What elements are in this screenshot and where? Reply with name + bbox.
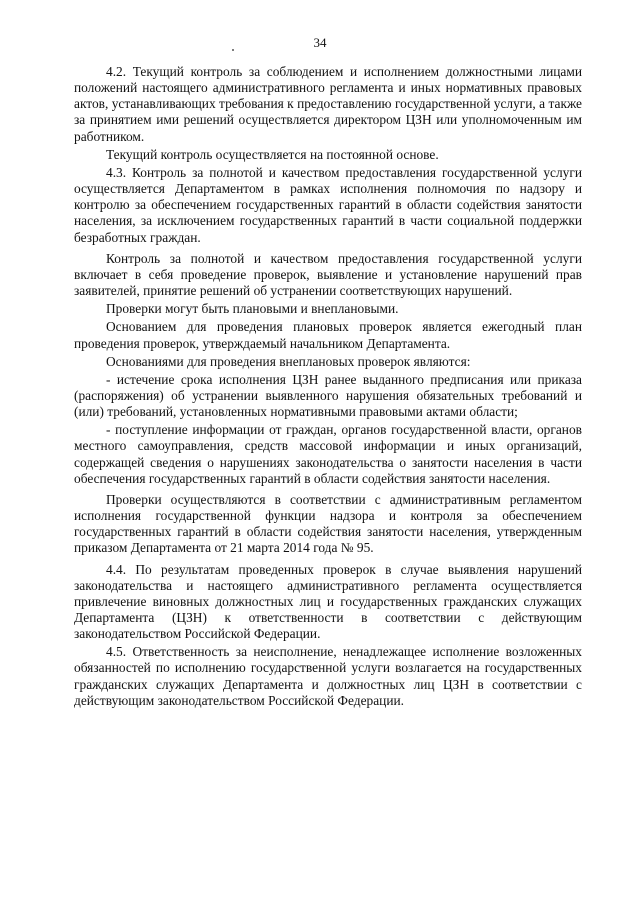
paragraph-inspection-regulation: Проверки осуществляются в соответствии с административным регламентом исполнения государственной функции надзора и контроля за обеспечением государственных гарантий в области содействия занятости населения, утвержденным приказом Департамента от 21 марта 2014 года № 95.: [74, 491, 582, 556]
list-item-deadline-expiry: - истечение срока исполнения ЦЗН ранее выданного предписания или приказа (распоряжения) об устранении выявленного нарушения обязательных требований и (или) требований, установленных нормативными правовыми актами области;: [74, 371, 582, 420]
paragraph-4-2: 4.2. Текущий контроль за соблюдением и исполнением должностными лицами положений настоящего административного регламента и иных нормативных правовых актов, устанавливающих требования к предоставлению государственной услуги, а также за принятием ими решений осуществляется директором ЦЗН или уполномоченным им работником.: [74, 64, 582, 144]
paragraph-4-5: 4.5. Ответственность за неисполнение, ненадлежащее исполнение возложенных обязанностей по исполнению государственной услуги возлагается на государственных гражданских служащих Департамента и должностных лиц ЦЗН в соответствии с действующим законодательством Российской Федерации.: [74, 644, 582, 708]
document-body: [74, 64, 582, 711]
paragraph-unplanned-basis: Основаниями для проведения внеплановых проверок являются:: [106, 353, 471, 369]
paragraph-planned-basis: Основанием для проведения плановых проверок является ежегодный план проведения проверок, утверждаемый начальником Департамента.: [74, 319, 582, 351]
page-number: 34: [313, 35, 327, 50]
paragraph-4-3: 4.3. Контроль за полнотой и качеством предоставления государственной услуги осуществляется Департаментом в рамках исполнения полномочия по надзору и контролю за обеспечением государственных гарантий в области содействия занятости населения, за исключением государственных гарантий в части социальной поддержки безработных граждан.: [74, 164, 582, 245]
paragraph-inspection-types: Проверки могут быть плановыми и внеплановыми.: [106, 301, 399, 317]
scan-speck: [232, 49, 234, 51]
paragraph-control-includes: Контроль за полнотой и качеством предоставления государственной услуги включает в себя проведение проверок, выявление и установление нарушений прав заявителей, принятие решений об устранении соответствующих нарушений.: [74, 250, 582, 299]
paragraph-4-4: 4.4. По результатам проведенных проверок в случае выявления нарушений законодательства и настоящего административного регламента осуществляется привлечение виновных должностных лиц и государственных гражданских служащих Департамента (ЦЗН) к ответственности в соответствии с действующим законодательством Российской Федерации.: [74, 561, 582, 642]
paragraph-current-control: Текущий контроль осуществляется на постоянной основе.: [106, 146, 439, 162]
list-item-information-receipt: - поступление информации от граждан, органов государственной власти, органов местного самоуправления, средств массовой информации и иных организаций, содержащей сведения о нарушениях законодательства о занятости населения в части обеспечения государственных гарантий в области содействия занятости населения.: [74, 422, 582, 486]
